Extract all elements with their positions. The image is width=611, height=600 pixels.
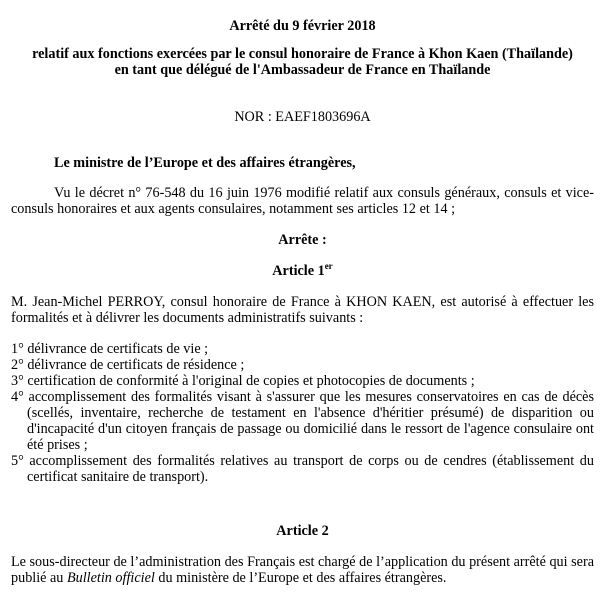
article-1-body: M. Jean-Michel PERROY, consul honoraire de France à KHON KAEN, est autorisé à effectuer les formalités et à délivrer les documents administratifs suivants : xyxy=(11,294,594,326)
list-item: 2° délivrance de certificats de résidence ; xyxy=(11,357,245,373)
subtitle-line-2: en tant que délégué de l'Ambassadeur de France en Thaïlande xyxy=(114,62,491,78)
minister-heading: Le ministre de l’Europe et des affaires étrangères, xyxy=(54,155,356,171)
bulletin-officiel-title: Bulletin officiel xyxy=(66,570,155,586)
article-1-heading-sup: er xyxy=(324,261,333,271)
article-1-list xyxy=(11,341,594,485)
list-item: 5° accomplissement des formalités relatives au transport de corps ou de cendres (établissement du certificat sanitaire de transport). xyxy=(11,453,594,485)
subtitle-line-1: relatif aux fonctions exercées par le consul honoraire de France à Khon Kaen (Thaïlande) xyxy=(32,46,573,62)
decree-subtitle xyxy=(11,46,594,78)
visa-paragraph: Vu le décret n° 76-548 du 16 juin 1976 modifié relatif aux consuls généraux, consuls et vice-consuls honoraires et aux agents consulaires, notamment ses articles 12 et 14 ; xyxy=(11,185,594,217)
list-item: 1° délivrance de certificats de vie ; xyxy=(11,341,209,357)
nor-reference: NOR : EAEF1803696A xyxy=(234,109,371,125)
arrete-heading: Arrête : xyxy=(278,232,327,248)
decree-title: Arrêté du 9 février 2018 xyxy=(229,18,376,34)
document-page xyxy=(11,18,594,586)
article-2-body xyxy=(11,554,594,586)
article-1-heading-text: Article 1 xyxy=(272,263,325,279)
article-1-heading xyxy=(11,263,594,279)
article-2-body-start: Le sous-directeur de l’administration des Français est chargé de l’application du présent arrêté qui sera publié au xyxy=(11,554,594,586)
article-2-body-end: du ministère de l’Europe et des affaires étrangères. xyxy=(154,570,447,586)
article-2-heading: Article 2 xyxy=(276,523,329,539)
list-item: 4° accomplissement des formalités visant à s'assurer que les mesures conservatoires en cas de décès (scellés, inventaire, recherche de testament en l'absence d'héritier présumé) de disparition ou d'incapacité d'un citoyen français de passage ou domicilié dans le ressort de l'agence consulaire ont été prises ; xyxy=(11,389,594,453)
list-item: 3° certification de conformité à l'original de copies et photocopies de documents ; xyxy=(11,373,475,389)
